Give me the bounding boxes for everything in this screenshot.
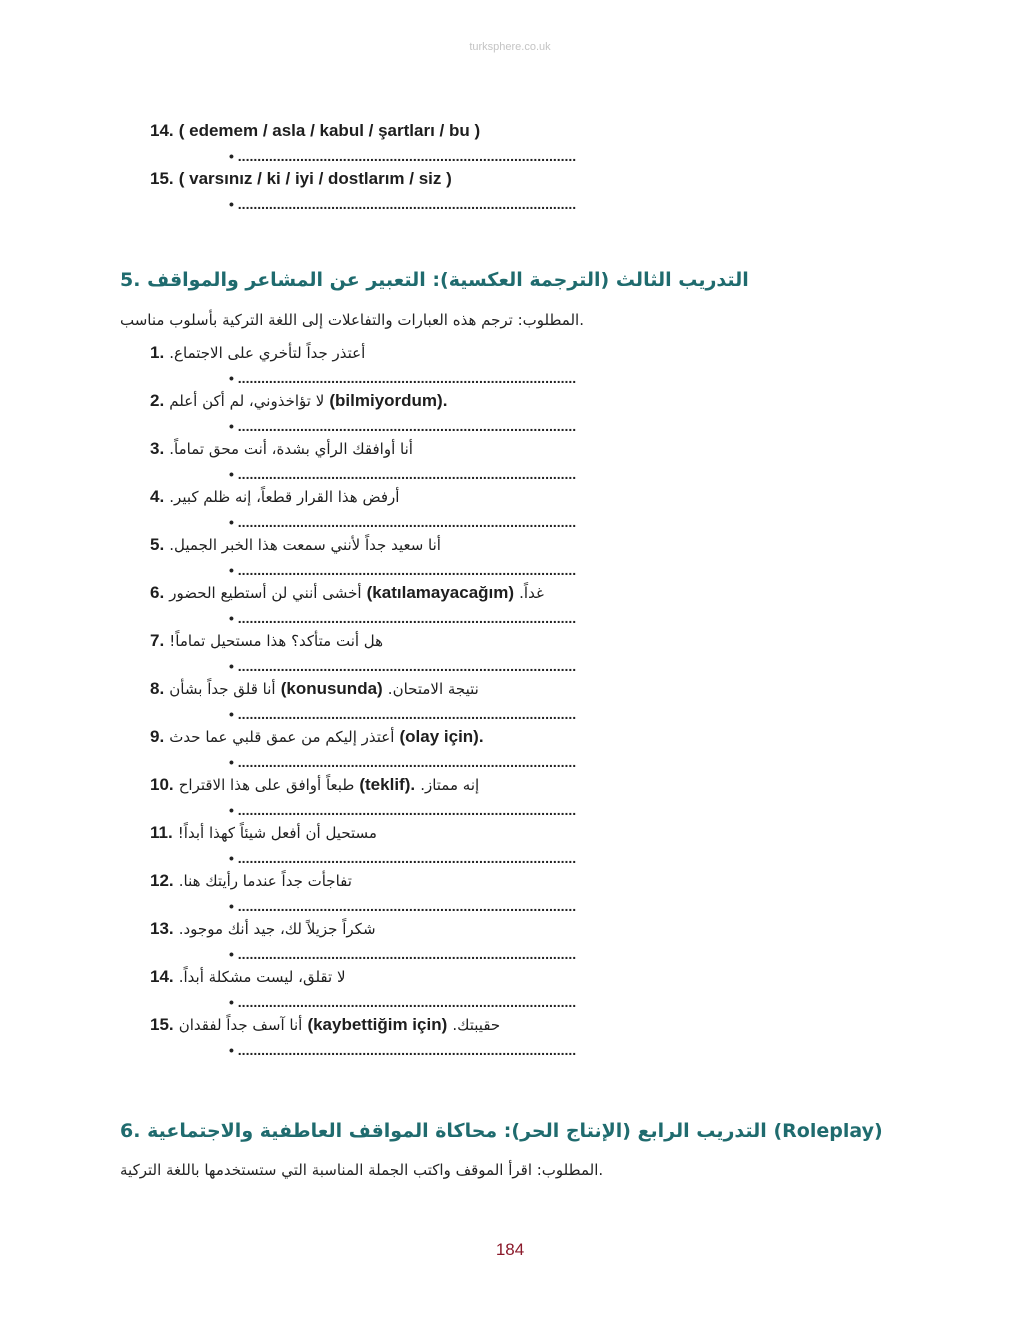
question-item	[150, 774, 479, 796]
item-number: 13.	[150, 919, 174, 938]
arabic-text: لا تؤاخذوني، لم أكن أعلم	[169, 392, 325, 410]
arabic-text: شكراً جزيلاً لك، جيد أنك موجود.	[178, 920, 376, 938]
answer-line[interactable]: • .......................................................................................	[229, 994, 577, 1010]
answer-line[interactable]: • .......................................................................................	[229, 850, 577, 866]
item-number: 5.	[150, 535, 165, 554]
answer-line[interactable]: • .......................................................................................	[229, 370, 577, 386]
question-item	[150, 168, 452, 190]
section-6-instruction: المطلوب: اقرأ الموقف واكتب الجملة المناسبة التي ستستخدمها باللغة التركية.	[120, 1161, 604, 1179]
section-number: 6.	[120, 1120, 141, 1142]
watermark: turksphere.co.uk	[469, 41, 551, 53]
item-text: ( varsınız / ki / iyi / dostlarım / siz )	[178, 169, 452, 188]
arabic-text: أخشى أنني لن أستطيع الحضور	[169, 584, 362, 602]
answer-line[interactable]: • .......................................................................................	[229, 562, 577, 578]
section-number: 5.	[120, 269, 141, 291]
arabic-text: حقيبتك.	[452, 1016, 501, 1034]
arabic-text: أعتذر إليكم من عمق قلبي عما حدث	[169, 728, 395, 746]
turkish-hint: (bilmiyordum).	[329, 391, 448, 410]
answer-line[interactable]: • .......................................................................................	[229, 706, 577, 722]
item-number: 12.	[150, 871, 174, 890]
section-5-instruction: المطلوب: ترجم هذه العبارات والتفاعلات إلى اللغة التركية بأسلوب مناسب.	[120, 311, 584, 329]
arabic-text: أنا أوافقك الرأي بشدة، أنت محق تماماً.	[169, 440, 413, 458]
arabic-text: غداً.	[519, 584, 544, 602]
answer-line[interactable]: • .......................................................................................	[229, 1042, 577, 1058]
question-item	[150, 486, 399, 508]
arabic-text: إنه ممتاز.	[420, 776, 480, 794]
item-number: 7.	[150, 631, 165, 650]
turkish-hint: (katılamayacağım)	[366, 583, 515, 602]
item-number: 8.	[150, 679, 165, 698]
item-number: 1.	[150, 343, 165, 362]
arabic-text: أنا سعيد جداً لأنني سمعت هذا الخبر الجميل.	[169, 536, 441, 554]
question-item	[150, 1014, 500, 1036]
answer-line[interactable]: • .......................................................................................	[229, 946, 577, 962]
item-text: ( edemem / asla / kabul / şartları / bu )	[178, 121, 481, 140]
arabic-text: مستحيل أن أفعل شيئاً كهذا أبداً!	[177, 824, 377, 842]
item-number: 3.	[150, 439, 165, 458]
question-item	[150, 678, 479, 700]
question-item	[150, 582, 544, 604]
arabic-text: هل أنت متأكد؟ هذا مستحيل تماماً!	[169, 632, 384, 650]
item-number: 14.	[150, 121, 174, 140]
question-item	[150, 390, 447, 412]
turkish-hint: (olay için).	[399, 727, 484, 746]
answer-line[interactable]: • .......................................................................................	[229, 514, 577, 530]
section-title-latin: (Roleplay)	[773, 1120, 883, 1142]
question-item	[150, 342, 365, 364]
answer-line[interactable]: • .......................................................................................	[229, 148, 577, 164]
arabic-text: أعتذر جداً لتأخري على الاجتماع.	[169, 344, 366, 362]
arabic-text: أنا قلق جداً بشأن	[169, 680, 276, 698]
item-number: 10.	[150, 775, 174, 794]
answer-line[interactable]: • .......................................................................................	[229, 418, 577, 434]
arabic-text: أنا آسف جداً لفقدان	[178, 1016, 303, 1034]
item-number: 11.	[150, 823, 173, 842]
arabic-text: تفاجأت جداً عندما رأيتك هنا.	[178, 872, 352, 890]
answer-line[interactable]: • .......................................................................................	[229, 898, 577, 914]
arabic-text: طبعاً أوافق على هذا الاقتراح	[178, 776, 355, 794]
question-item	[150, 726, 484, 748]
arabic-text: أرفض هذا القرار قطعاً، إنه ظلم كبير.	[169, 488, 400, 506]
section-title: التدريب الرابع (الإنتاج الحر): محاكاة المواقف العاطفية والاجتماعية	[147, 1120, 767, 1142]
item-number: 4.	[150, 487, 165, 506]
item-number: 2.	[150, 391, 165, 410]
question-item	[150, 822, 377, 844]
item-number: 15.	[150, 169, 174, 188]
answer-line[interactable]: • .......................................................................................	[229, 754, 577, 770]
question-item	[150, 438, 413, 460]
item-number: 15.	[150, 1015, 174, 1034]
question-item	[150, 534, 441, 556]
answer-line[interactable]: • .......................................................................................	[229, 802, 577, 818]
section-5-heading	[120, 263, 749, 297]
question-item	[150, 870, 352, 892]
arabic-text: لا تقلق، ليست مشكلة أبداً.	[178, 968, 346, 986]
page-number: 184	[495, 1240, 525, 1259]
question-item	[150, 918, 376, 940]
item-number: 9.	[150, 727, 165, 746]
section-6-heading	[120, 1114, 883, 1148]
turkish-hint: (teklif).	[359, 775, 416, 794]
arabic-text: نتيجة الامتحان.	[387, 680, 479, 698]
answer-line[interactable]: • .......................................................................................	[229, 466, 577, 482]
item-number: 14.	[150, 967, 174, 986]
question-item	[150, 630, 383, 652]
answer-line[interactable]: • .......................................................................................	[229, 658, 577, 674]
section-title: التدريب الثالث (الترجمة العكسية): التعبير عن المشاعر والمواقف	[147, 269, 749, 291]
item-number: 6.	[150, 583, 165, 602]
answer-line[interactable]: • .......................................................................................	[229, 610, 577, 626]
answer-line[interactable]: • .......................................................................................	[229, 196, 577, 212]
question-item	[150, 966, 346, 988]
turkish-hint: (kaybettiğim için)	[307, 1015, 448, 1034]
turkish-hint: (konusunda)	[280, 679, 383, 698]
question-item	[150, 120, 480, 142]
